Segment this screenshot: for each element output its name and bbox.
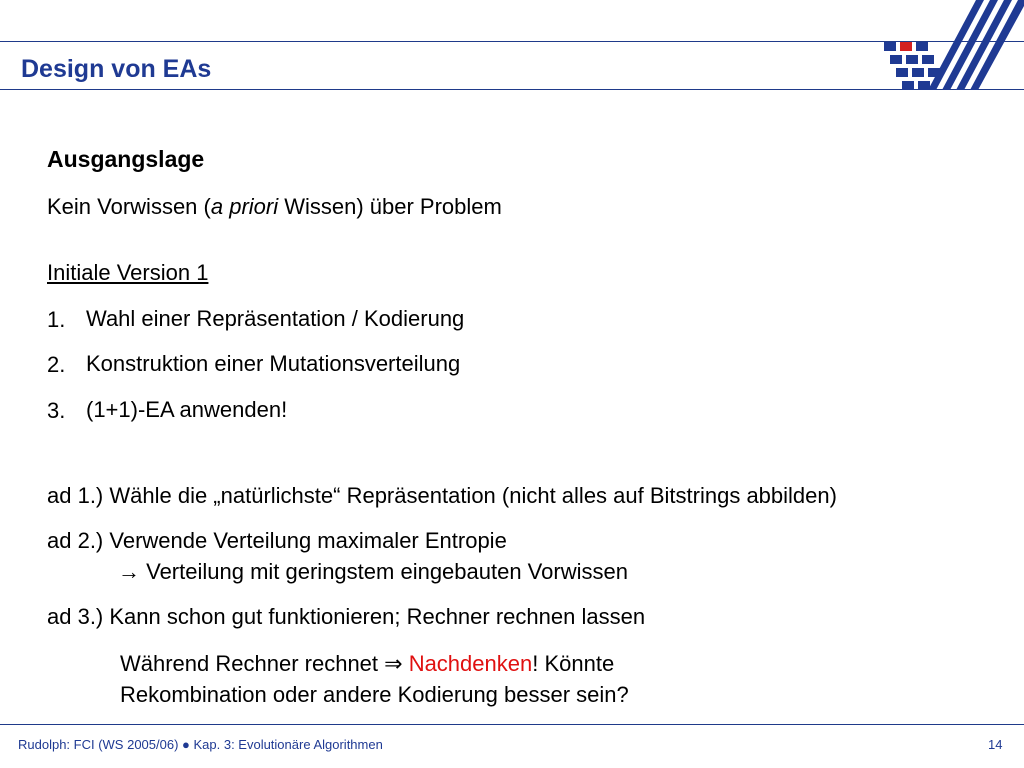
- intro-pre: Kein Vorwissen (: [47, 194, 211, 219]
- step-number: 1.: [47, 307, 66, 332]
- page-title: Design von EAs: [21, 55, 212, 83]
- while-pre: Während Rechner rechnet ⇒: [120, 651, 409, 676]
- section-heading: Ausgangslage: [47, 146, 205, 172]
- ad2-continuation: → Verteilung mit geringstem eingebauten Vorwissen: [118, 559, 628, 584]
- step-text: (1+1)-EA anwenden!: [86, 397, 288, 422]
- step-number: 3.: [47, 398, 66, 423]
- ad1-line: ad 1.) Wähle die „natürlichste“ Repräsentation (nicht alles auf Bitstrings abbilden): [47, 483, 837, 508]
- ad2-line: ad 2.) Verwende Verteilung maximaler Entropie: [47, 528, 507, 553]
- subheading: Initiale Version 1: [47, 260, 209, 285]
- footer-text: Rudolph: FCI (WS 2005/06) ● Kap. 3: Evolutionäre Algorithmen: [18, 737, 383, 752]
- page-number: 14: [988, 737, 1003, 752]
- intro-post: Wissen) über Problem: [278, 194, 502, 219]
- step-text: Konstruktion einer Mutationsverteilung: [86, 351, 461, 376]
- step-number: 2.: [47, 352, 66, 377]
- nachdenken-highlight: Nachdenken: [408, 651, 533, 676]
- ad3-line: ad 3.) Kann schon gut funktionieren; Rechner rechnen lassen: [47, 604, 646, 629]
- header-bottom-rule: [0, 89, 1024, 90]
- while-line: [120, 651, 614, 677]
- footer-rule: [0, 724, 1024, 725]
- intro-emphasis: a priori: [210, 194, 279, 219]
- while-line-2: Rekombination oder andere Kodierung besser sein?: [120, 682, 629, 707]
- university-logo: [876, 0, 1024, 90]
- intro-line: [47, 194, 502, 220]
- step-text: Wahl einer Repräsentation / Kodierung: [86, 306, 465, 331]
- header-top-rule: [0, 41, 1024, 42]
- logo-red-block: [900, 42, 912, 51]
- while-post: ! Könnte: [532, 651, 615, 676]
